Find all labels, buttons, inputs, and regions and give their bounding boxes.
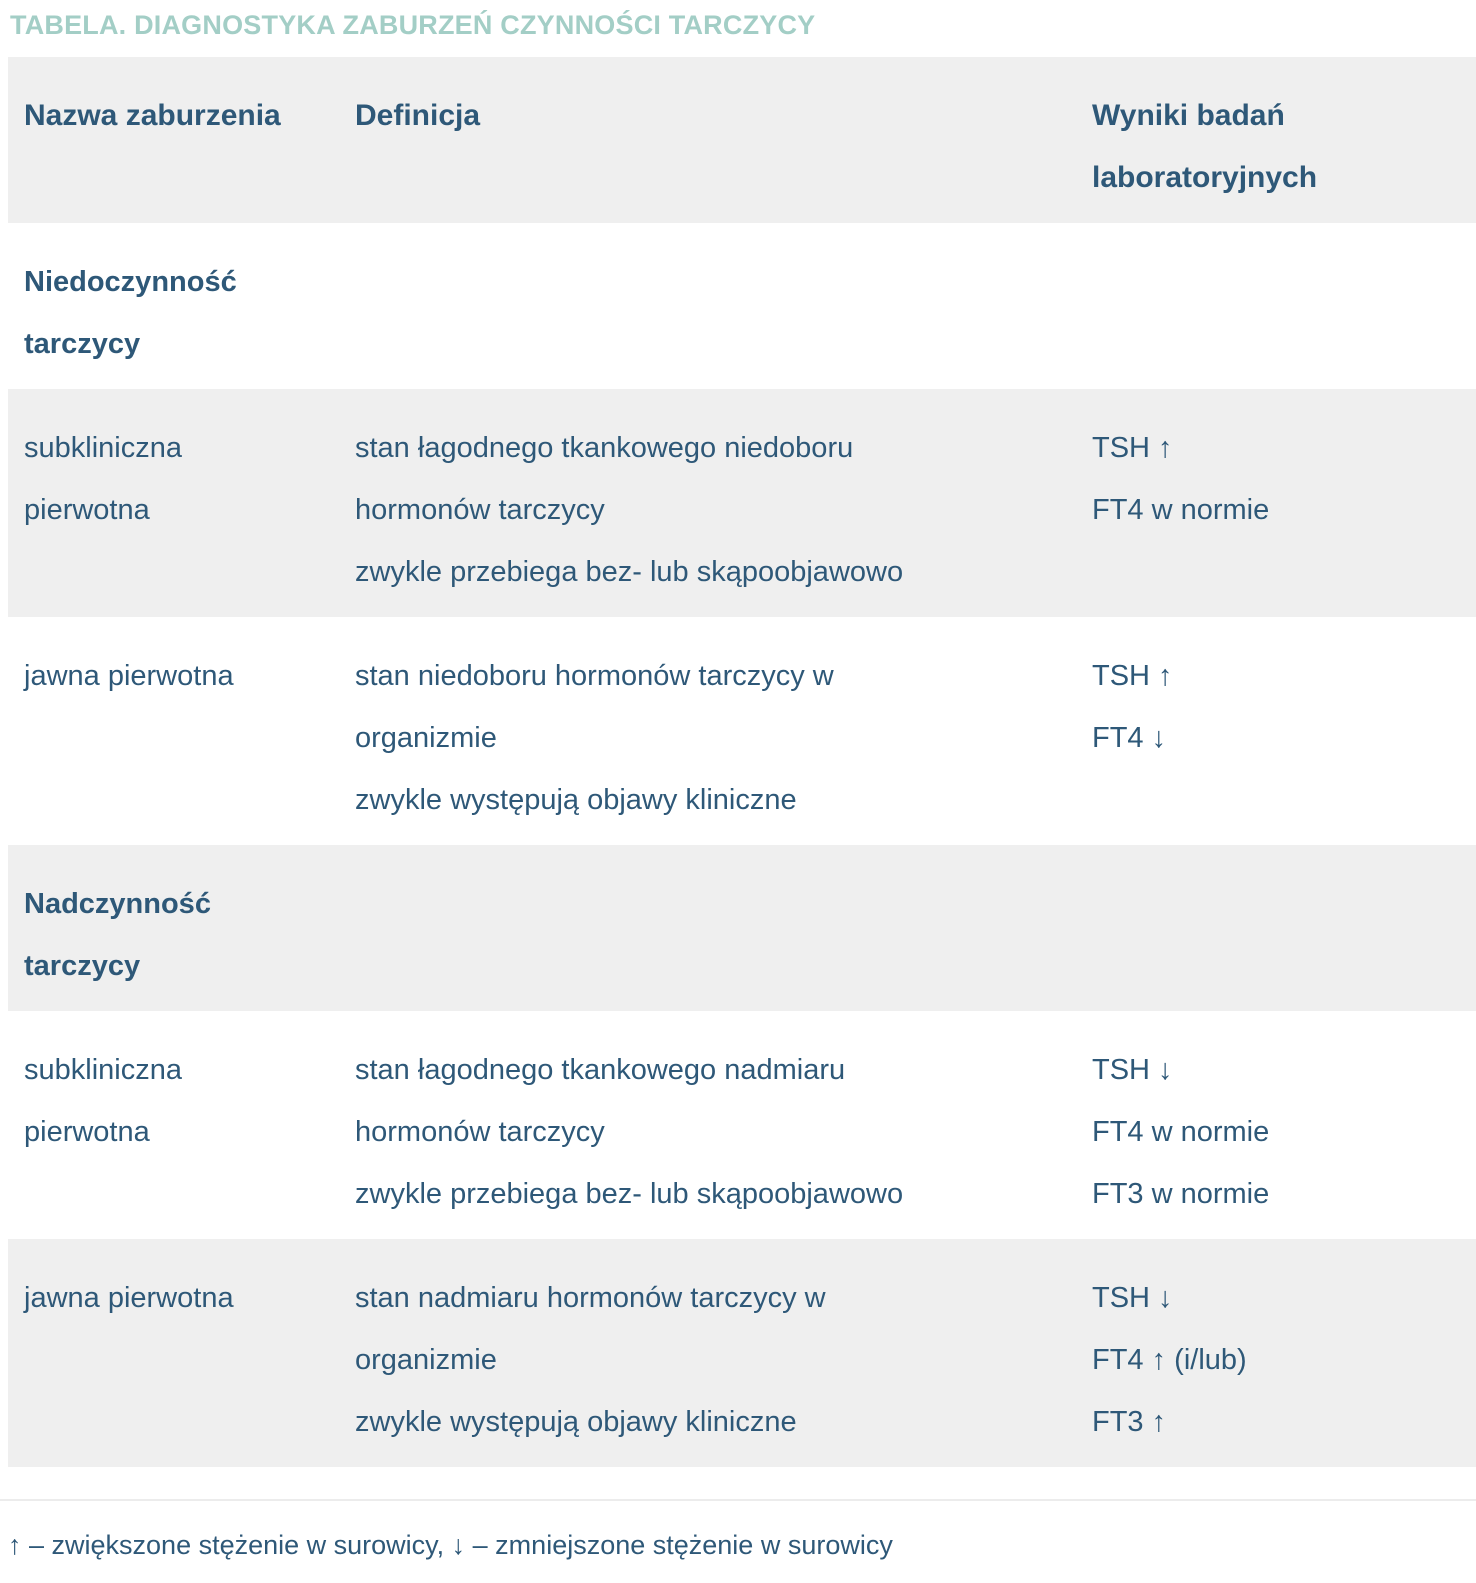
- disorder-definition: stan łagodnego tkankowego niedoboru hormonów tarczycy zwykle przebiega bez- lub skąpoobjawowo: [355, 432, 904, 588]
- disorder-definition: stan niedoboru hormonów tarczycy w organizmie zwykle występują objawy kliniczne: [355, 660, 834, 816]
- section-title: Niedoczynność tarczycy: [24, 266, 237, 360]
- header-wyniki-badan: Wyniki badań laboratoryjnych: [1092, 99, 1318, 194]
- table-title: TABELA. DIAGNOSTYKA ZABURZEŃ CZYNNOŚCI TARCZYCY: [10, 10, 816, 40]
- table-row-jawna-niedoczynnosc: [8, 617, 1476, 845]
- header-nazwa-zaburzenia: Nazwa zaburzenia: [24, 99, 281, 132]
- lab-results: TSH ↓ FT4 ↑ (i/lub) FT3 ↑: [1092, 1282, 1247, 1438]
- section-title: Nadczynność tarczycy: [24, 888, 211, 982]
- disorder-name: subkliniczna pierwotna: [24, 432, 182, 526]
- header-definicja: Definicja: [355, 99, 481, 132]
- section-row-nadczynnosc: [8, 845, 1476, 1011]
- disorder-definition: stan łagodnego tkankowego nadmiaru hormonów tarczycy zwykle przebiega bez- lub skąpoobjawowo: [355, 1054, 904, 1210]
- legend-footnote: ↑ – zwiększone stężenie w surowicy, ↓ – zmniejszone stężenie w surowicy: [8, 1530, 893, 1560]
- lab-results: TSH ↑ FT4 ↓: [1092, 660, 1173, 754]
- table-row-jawna-nadczynnosc: [8, 1239, 1476, 1467]
- thyroid-diagnostics-table: [8, 57, 1476, 1467]
- disorder-definition: stan nadmiaru hormonów tarczycy w organizmie zwykle występują objawy kliniczne: [355, 1282, 826, 1438]
- lab-results: TSH ↓ FT4 w normie FT3 w normie: [1092, 1054, 1270, 1210]
- disorder-name: jawna pierwotna: [24, 660, 234, 692]
- disorder-name: subkliniczna pierwotna: [24, 1054, 182, 1148]
- table-header-row: [8, 57, 1476, 223]
- lab-results: TSH ↑ FT4 w normie: [1092, 432, 1270, 526]
- section-row-niedoczynnosc: [8, 223, 1476, 389]
- table-row-subkliniczna-nadczynnosc: [8, 1011, 1476, 1239]
- footnote-divider: [0, 1499, 1476, 1501]
- table-row-subkliniczna-niedoczynnosc: [8, 389, 1476, 617]
- disorder-name: jawna pierwotna: [24, 1282, 234, 1314]
